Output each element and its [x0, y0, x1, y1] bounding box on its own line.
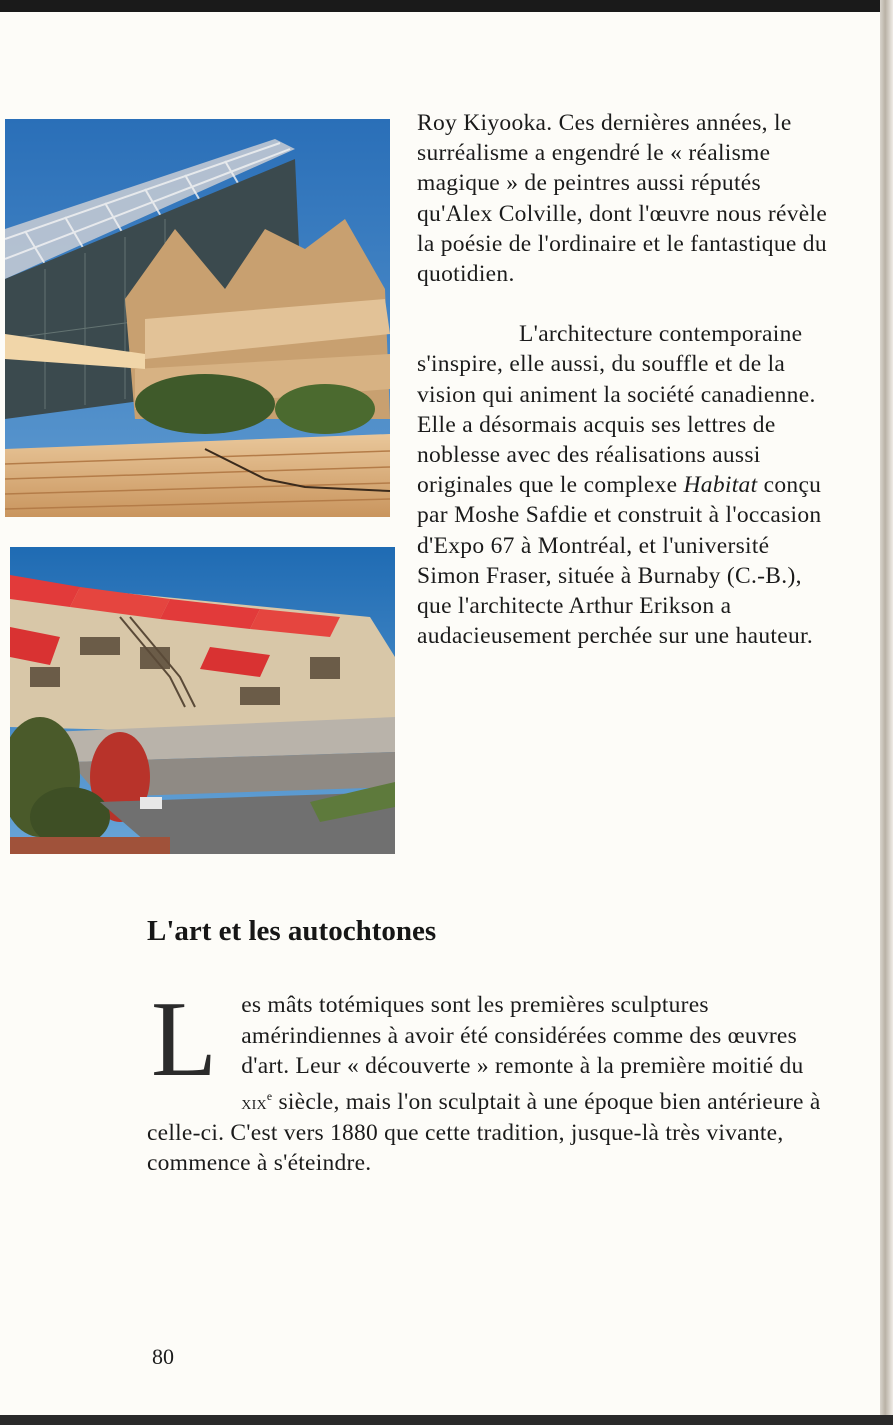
section-body: [147, 980, 837, 1179]
paragraph-architecture: [417, 319, 837, 651]
paragraph-architecture-part1: L'architecture contemporaine s'inspire, elle aussi, du souffle et de la vision qui animent la société canadienne. Elle a désormais acquis ses lettres de noblesse avec des réalisations aussi originales que le complexe: [417, 321, 816, 499]
page-edge-bottom: [0, 1415, 893, 1425]
paragraph-surrealism: Roy Kiyooka. Ces dernières années, le surréalisme a engendré le « réalisme magique » de peintres aussi réputés qu'Alex Colville, dont l'œuvre nous révèle la poésie de l'ordinaire et le fantastique du quotidien.: [417, 110, 828, 288]
photo-modern-building-library: [5, 119, 390, 517]
photo-habitat-housing-complex: [10, 547, 395, 854]
paragraph-architecture-part2: conçu par Moshe Safdie et construit à l'occasion d'Expo 67 à Montréal, et l'université Simon Fraser, située à Burnaby (C.-B.), que l'architecte Arthur Erikson a audacieusement perchée sur une hauteur.: [417, 472, 822, 650]
drop-cap: L: [151, 980, 218, 1099]
section-heading: L'art et les autochtones: [147, 915, 437, 947]
page-number: 80: [152, 1344, 174, 1369]
century-numeral: xix: [241, 1091, 267, 1114]
page-edge-right: [880, 0, 893, 1425]
century-superscript: e: [266, 1089, 273, 1103]
book-page: [0, 12, 880, 1417]
section-body-start: es mâts totémiques sont les premières sculptures amérindiennes à avoir été considérées comme des œuvres d'art. Leur « découverte » remonte à la première moitié du: [241, 992, 804, 1079]
building-photo-image: [5, 119, 390, 517]
habitat-italic: Habitat: [683, 472, 758, 499]
housing-photo-image: [10, 547, 395, 854]
right-column-text: [417, 108, 837, 651]
section-body-end: siècle, mais l'on sculptait à une époque bien antérieure à celle-ci. C'est vers 1880 que cette tradition, jusque-là très vivante, commence à s'éteindre.: [147, 1088, 821, 1177]
